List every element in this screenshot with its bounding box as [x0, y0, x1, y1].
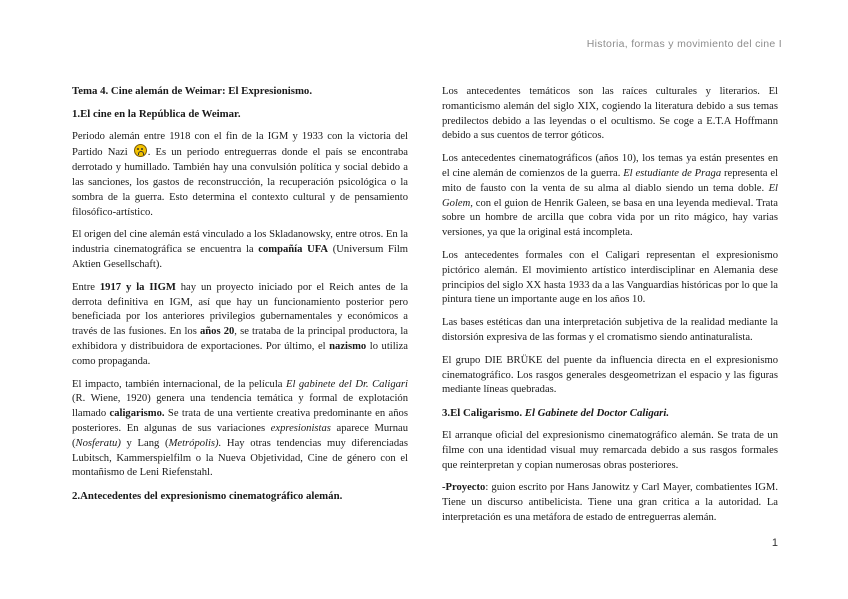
sad-face-emoji-icon: [134, 144, 147, 157]
paragraph-caligari-start: El arranque oficial del expresionismo cinematográfico alemán. Se trata de un filme con una identidad visual muy remarcada debido a sus rasgos formales que reinterpretan y copian numerosas obras posteriores.: [442, 429, 778, 471]
paragraph-aesthetic-bases: Las bases estéticas dan una interpretación subjetiva de la realidad mediante la distorsión expresiva de las formas y el cromatismo siendo antinaturalista.: [442, 317, 778, 343]
document-title: Tema 4. Cine alemán de Weimar: El Expresionismo.: [72, 85, 313, 97]
paragraph-ufa: Entre 1917 y la IIGM hay un proyecto iniciado por el Reich antes de la derrota definitiva en IGM, así que hay un funcionamiento posterior pero beneficiada por los anteriores privilegios gubernamentales y económicos a través de las fusiones. En los años 20, se trataba de la principal productora, la exhibidora y distribuidora de exportaciones. Por último, el nazismo lo utiliza como propaganda.: [72, 281, 409, 367]
paragraph-weimar-period: Periodo alemán entre 1918 con el fin de la IGM y 1933 con la victoria del Partido Nazi . Es un periodo entreguerras donde el país se encontraba derrotado y humillado. También hay una convulsión política y social debido a las sanciones, los gastos de reconstrucción, la recuperación psicológica o la sombra de la guerra. Esto determina el contexto cultural y de pensamiento filosófico-artístico.: [72, 130, 408, 218]
paragraph-die-brucke: El grupo DIE BRÜKE del puente da influencia directa en el expresionismo cinematográfico. Los rasgos generales desgeometrizan el espacio y las figuras mediante líneas quebradas.: [442, 354, 778, 396]
paragraph-origin: El origen del cine alemán está vinculado a los Skladanowsky, entre otros. En la industria cinematográfica se encuentra la compañía UFA (Universum Film Aktien Gesellschaft).: [72, 229, 409, 270]
left-column: [72, 84, 408, 512]
paragraph-cinematic-antecedents: Los antecedentes cinematográficos (años 10), los temas ya están presentes en el cine alemán de comienzos de la guerra. El estudiante de Praga representa el mito de fausto con la venta de su alma al diablo siendo un tema doble. El Golem, con el guion de Henrik Galeen, se basa en una leyenda medieval. Trata sobre un hombre de arcilla que cobra vida por un rito mágico, hay varias versiones, ya que la original está incompleta.: [442, 153, 778, 239]
page-number: 1: [771, 537, 778, 549]
section-heading-3: 3.El Caligarismo. El Gabinete del Doctor Caligari.: [442, 407, 670, 420]
paragraph-thematic-antecedents: Los antecedentes temáticos son las raíces culturales y literarios. El romanticismo alemán del siglo XIX, cogiendo la literatura debido a sus temas predilectos debido a las leyendas o el ocultismo. Se coge a E.T.A Hoffmann debido a sus cuentos de terror góticos.: [442, 86, 778, 142]
running-header: Historia, formas y movimiento del cine I: [586, 38, 782, 50]
section-heading-2: 2.Antecedentes del expresionismo cinematográfico alemán.: [72, 490, 343, 503]
paragraph-project: -Proyecto: guion escrito por Hans Janowitz y Carl Mayer, combatientes IGM. Tiene un discurso antibelicista. Tiene una gran critica a la autoridad. La interpretación es una metáfora de estado de entreguerras alemán.: [442, 482, 778, 523]
right-column: [442, 85, 778, 534]
section-heading-1: 1.El cine en la República de Weimar.: [72, 107, 241, 120]
paragraph-formal-antecedents: Los antecedentes formales con el Caligari representan el expresionismo pictórico alemán. El movimiento artístico interdisciplinar en Alemania dese principios del siglo XX hasta 1933 da a las Vanguardias históricas por lo que la pintura tiene un importante auge en los años 10.: [442, 249, 778, 306]
paragraph-caligari-impact: El impacto, también internacional, de la película El gabinete del Dr. Caligari (R. Wiene, 1920) genera una tendencia temática y formal de explotación llamado caligarismo. Se trata de una vertiente creativa predominante en años posteriores. En algunas de sus variaciones expresionistas aparece Murnau (Nosferatu) y Lang (Metrópolis). Hay otras tendencias muy diferenciadas Lubitsch, Kammerspielfilm o la Nueva Objetividad, Cine de género con el montañismo de Leni Riefenstahl.: [72, 378, 408, 479]
